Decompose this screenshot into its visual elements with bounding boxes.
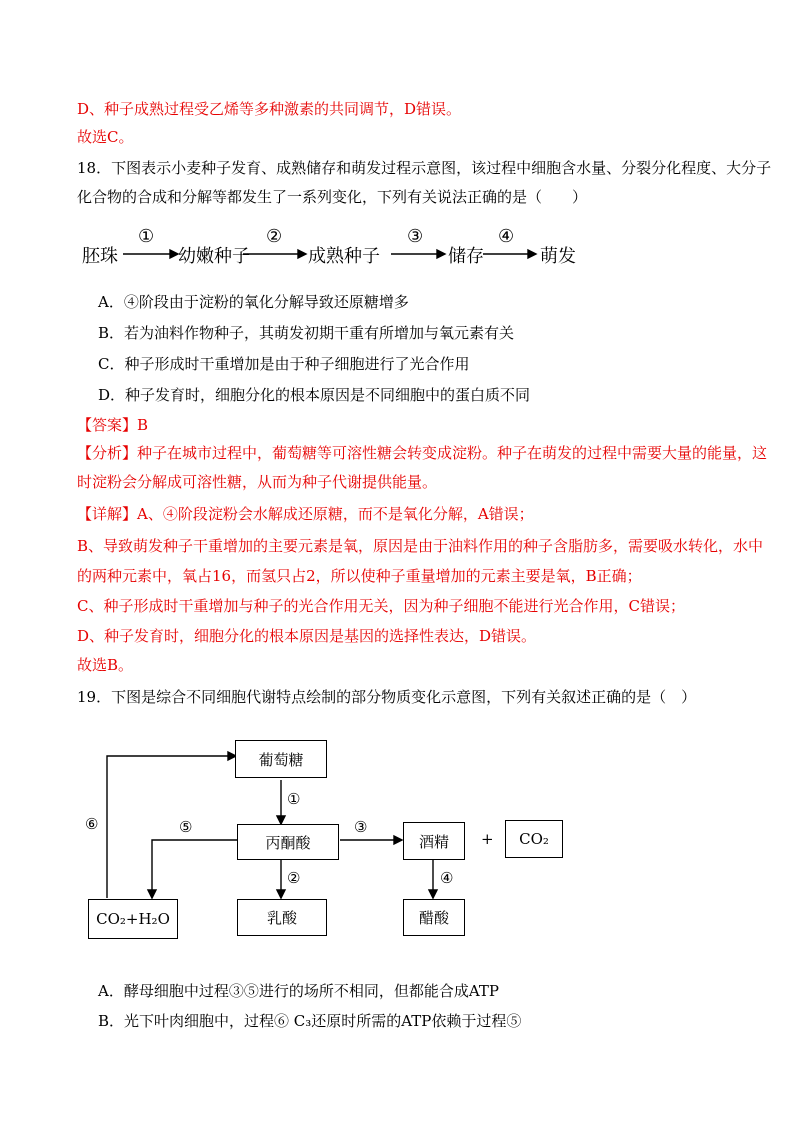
- process-5-label: ⑤: [179, 818, 193, 836]
- acetate-box: [403, 899, 465, 936]
- step-4-label: ④: [498, 226, 515, 247]
- node-ovule: 胚珠: [82, 246, 118, 267]
- q19-option-b: B．光下叶肉细胞中，过程⑥ C₃还原时所需的ATP依赖于过程⑤: [98, 1012, 522, 1030]
- q18-option-b: B．若为油料作物种子，其萌发初期干重有所增加与氧元素有关: [98, 324, 515, 342]
- process-2-label: ②: [287, 869, 301, 887]
- acetate-label: 醋酸: [418, 909, 449, 927]
- step-3-label: ③: [407, 226, 424, 247]
- co2-label: CO₂: [519, 830, 549, 848]
- q19-option-a: A．酵母细胞中过程③⑤进行的场所不相同，但都能合成ATP: [98, 982, 499, 1000]
- co2-h2o-label: CO₂+H₂O: [96, 910, 170, 928]
- q18-answer: 【答案】B: [77, 416, 149, 434]
- lactate-label: 乳酸: [266, 909, 297, 927]
- node-young-seed: 幼嫩种子: [178, 246, 250, 267]
- q18-choice: 故选B。: [77, 656, 134, 674]
- q18-arrows: [0, 220, 800, 280]
- choice-line: 故选C。: [77, 128, 134, 146]
- q18-detail-line-3: 的两种元素中，氧占16，而氢只占2，所以使种子重量增加的元素主要是氧，B正确；: [77, 567, 642, 585]
- alcohol-box: [403, 822, 465, 860]
- process-1-label: ①: [287, 790, 301, 808]
- pyruvate-label: 丙酮酸: [265, 833, 311, 852]
- q18-detail-line-5: D、种子发育时，细胞分化的根本原因是基因的选择性表达，D错误。: [77, 627, 537, 645]
- node-germination: 萌发: [540, 246, 576, 267]
- step-2-label: ②: [266, 226, 283, 247]
- plus-sign: +: [481, 830, 494, 848]
- alcohol-label: 酒精: [418, 832, 449, 851]
- q18-analysis-line-2: 时淀粉会分解成可溶性糖，从而为种子代谢提供能量。: [77, 473, 438, 491]
- q18-analysis-line-1: 【分析】种子在城市过程中，葡萄糖等可溶性糖会转变成淀粉。种子在萌发的过程中需要大量的能量，这: [77, 444, 768, 462]
- q19-metabolism-diagram: [0, 730, 800, 950]
- q18-detail-line-4: C、种子形成时干重增加与种子的光合作用无关，因为种子细胞不能进行光合作用，C错误；: [77, 597, 685, 615]
- q18-process-diagram: [0, 220, 800, 280]
- node-mature-seed: 成熟种子: [308, 246, 380, 267]
- process-3-label: ③: [354, 818, 368, 836]
- detail-d-line: D、种子成熟过程受乙烯等多种激素的共同调节，D错误。: [77, 100, 462, 118]
- glucose-label: 葡萄糖: [258, 750, 304, 769]
- q19-stem: 19．下图是综合不同细胞代谢特点绘制的部分物质变化示意图，下列有关叙述正确的是（ ）: [77, 688, 697, 706]
- q18-detail-line-1: 【详解】A、④阶段淀粉会水解成还原糖，而不是氧化分解，A错误；: [77, 505, 534, 523]
- q18-stem-line-1: 18．下图表示小麦种子发育、成熟储存和萌发过程示意图，该过程中细胞含水量、分裂分化程度、大分子: [77, 159, 772, 177]
- q18-option-c: C．种子形成时干重增加是由于种子细胞进行了光合作用: [98, 355, 470, 373]
- q18-detail-line-2: B、导致萌发种子干重增加的主要元素是氧，原因是由于油料作用的种子含脂肪多，需要吸水转化，水中: [77, 537, 764, 555]
- q18-option-a: A．④阶段由于淀粉的氧化分解导致还原糖增多: [98, 293, 409, 311]
- node-storage: 储存: [448, 246, 484, 267]
- co2-h2o-box: [88, 899, 178, 939]
- lactate-box: [237, 899, 327, 936]
- pyruvate-box: [237, 824, 339, 860]
- co2-box: [505, 820, 563, 858]
- q18-stem-line-2: 化合物的合成和分解等都发生了一系列变化，下列有关说法正确的是（ ）: [77, 188, 588, 206]
- step-1-label: ①: [138, 226, 155, 247]
- q18-option-d: D．种子发育时，细胞分化的根本原因是不同细胞中的蛋白质不同: [98, 386, 531, 404]
- process-4-label: ④: [440, 869, 454, 887]
- process-6-label: ⑥: [85, 815, 99, 833]
- glucose-box: [235, 740, 327, 778]
